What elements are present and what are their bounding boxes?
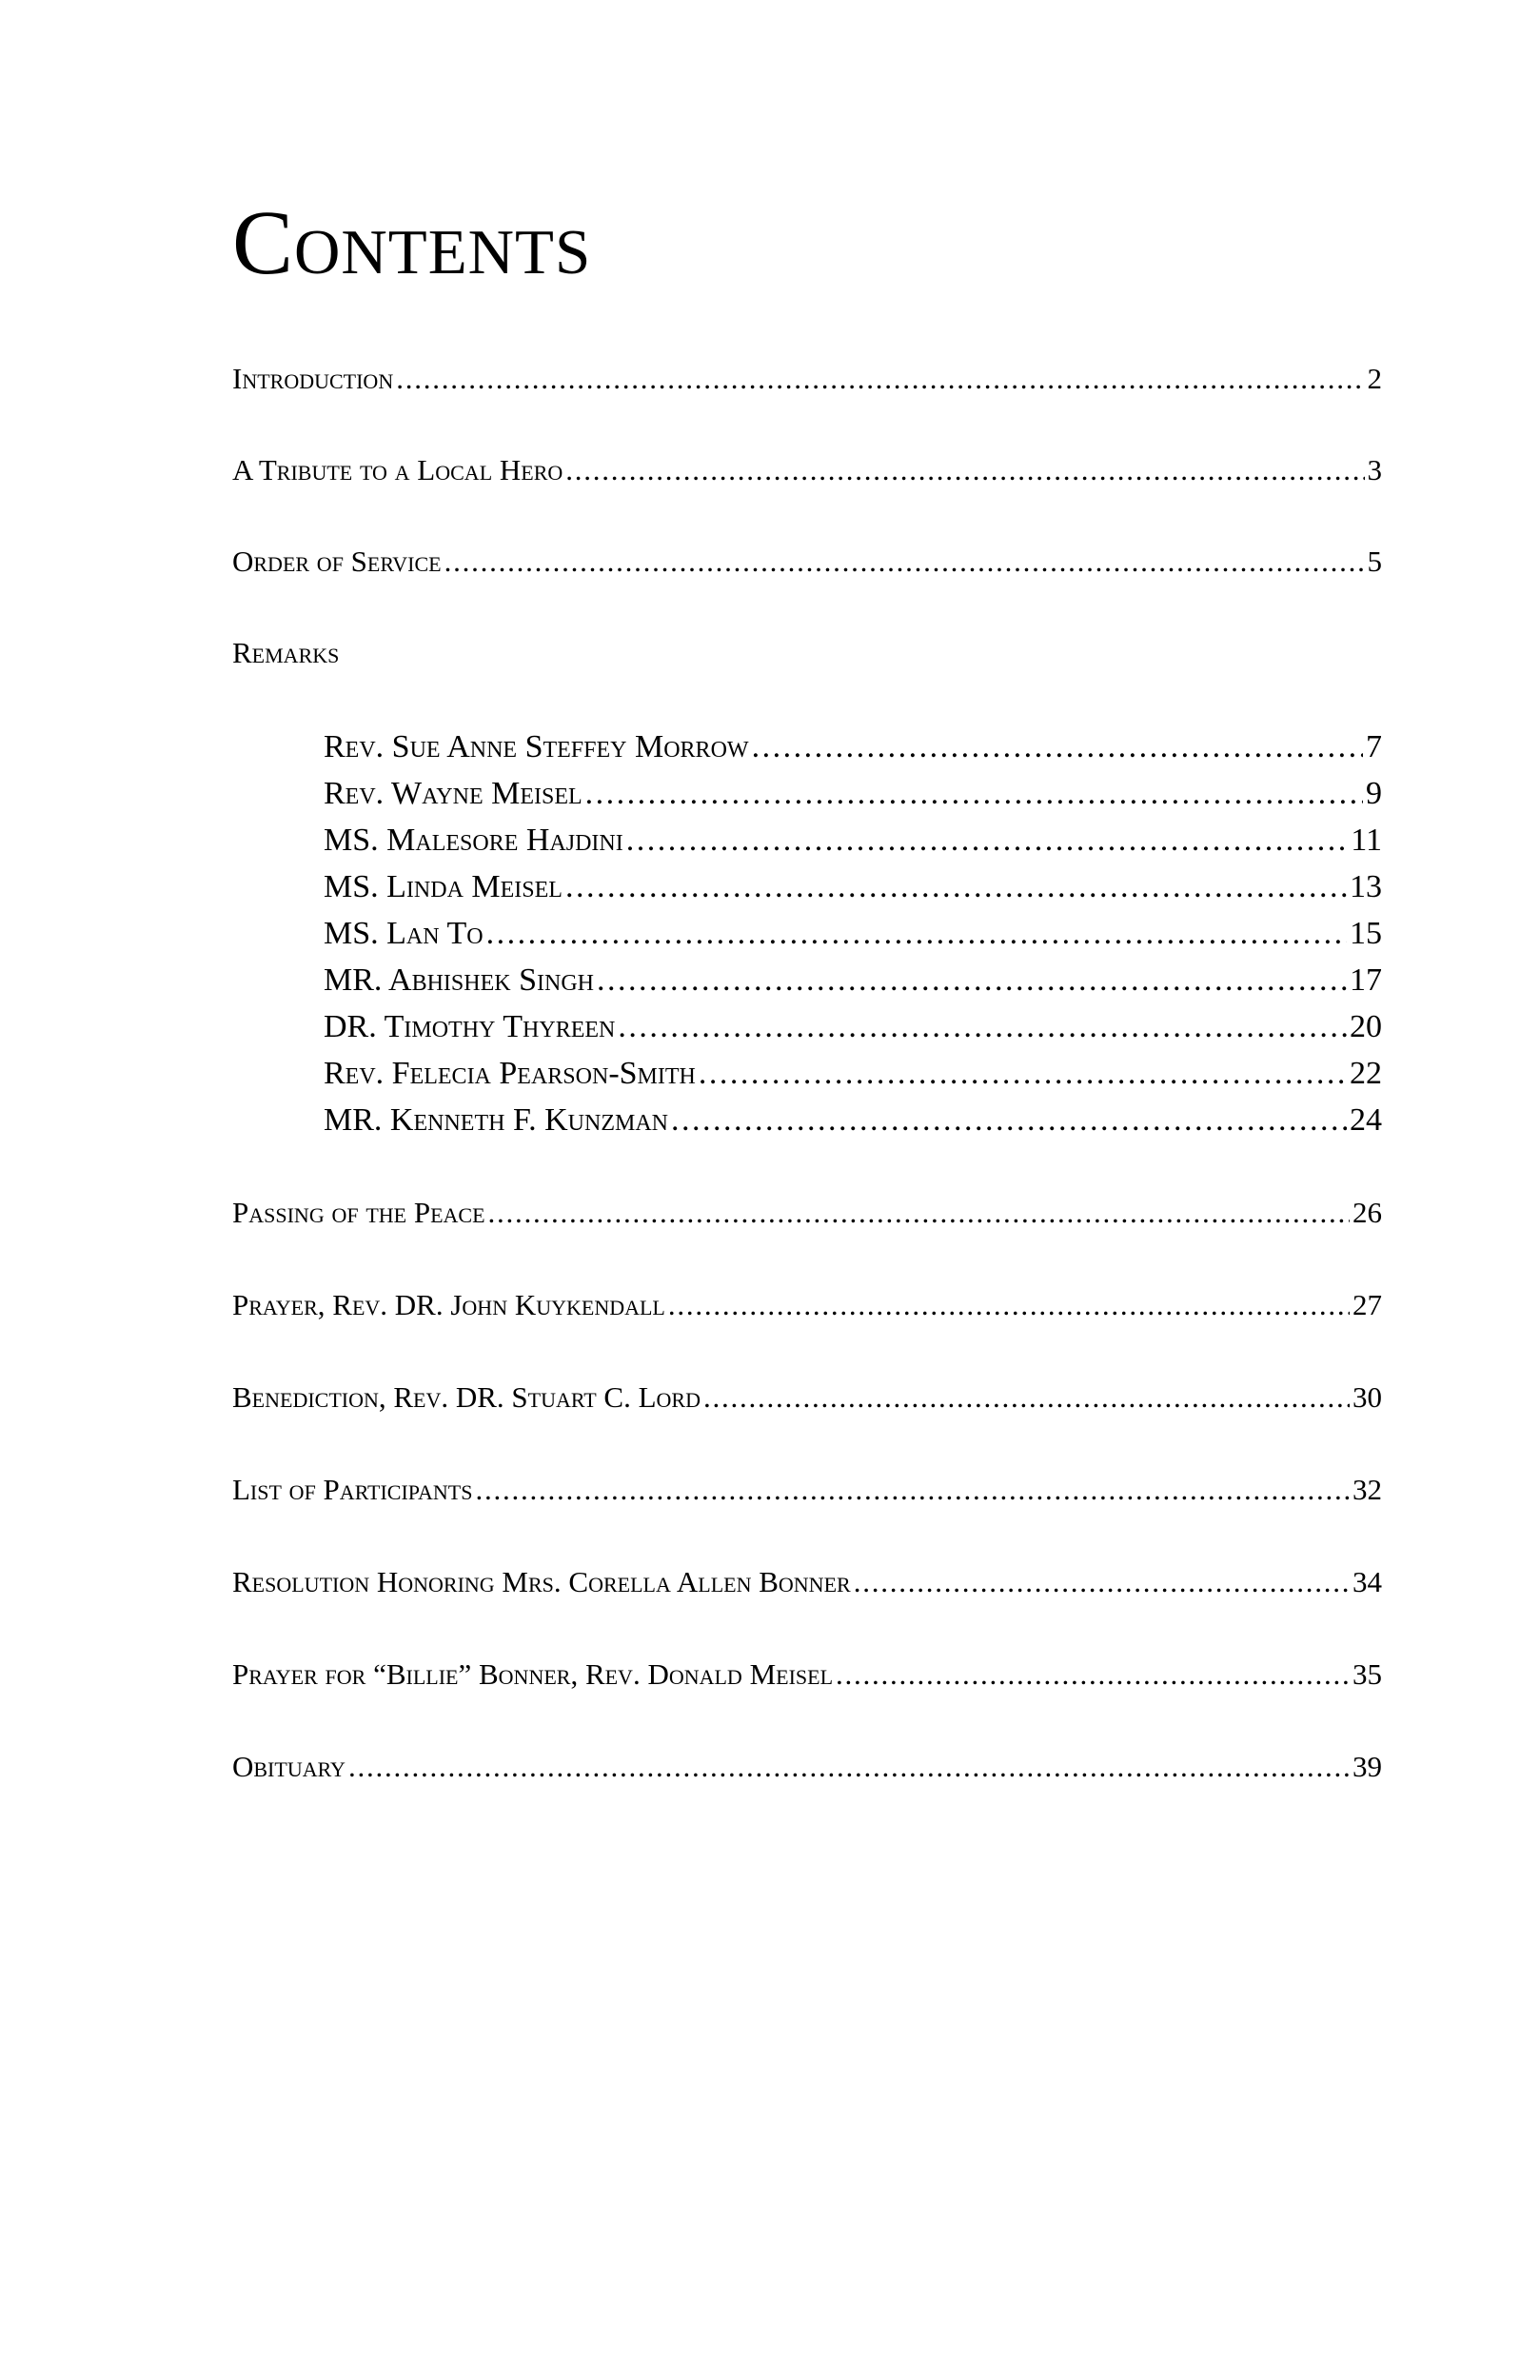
dot-leader [597, 962, 1347, 999]
dot-leader [444, 545, 1365, 579]
dot-leader [854, 1565, 1350, 1599]
toc-entry-benediction [232, 1380, 1382, 1422]
dot-leader [703, 1380, 1350, 1415]
toc-entry-label: DR. Timothy Thyreen [324, 1009, 616, 1044]
toc-entry-label: MS. Lan To [324, 916, 484, 951]
toc-entry-label: MS. Linda Meisel [324, 869, 563, 904]
page-title: Contents [232, 191, 592, 293]
toc-entry-page: 15 [1350, 916, 1382, 951]
toc-entry-page: 35 [1352, 1657, 1382, 1691]
toc-entry-page: 7 [1366, 729, 1382, 764]
toc-entry-label: Obituary [232, 1750, 346, 1783]
toc-section-remarks [232, 636, 1382, 678]
toc-entry-label: Resolution Honoring Mrs. Corella Allen Bonner [232, 1565, 851, 1598]
toc-entry-page: 3 [1367, 453, 1382, 486]
toc-entry-passing-of-the-peace [232, 1196, 1382, 1238]
dot-leader [626, 823, 1349, 859]
toc-entry-label: Rev. Wayne Meisel [324, 776, 582, 811]
toc-subentry [324, 869, 1382, 911]
dot-leader [752, 729, 1363, 765]
dot-leader [585, 776, 1363, 812]
toc-entry-label: MS. Malesore Hajdini [324, 823, 623, 858]
toc-entry-obituary [232, 1750, 1382, 1792]
toc-subentry [324, 1009, 1382, 1051]
toc-subentry [324, 1102, 1382, 1144]
toc-entry-label: List of Participants [232, 1473, 473, 1506]
toc-entry-list-of-participants [232, 1473, 1382, 1515]
toc-entry-page: 13 [1350, 869, 1382, 904]
toc-entry-order-of-service [232, 545, 1382, 586]
dot-leader [488, 1196, 1350, 1230]
toc-entry-label: Introduction [232, 362, 394, 395]
toc-entry-page: 27 [1352, 1288, 1382, 1321]
toc-entry-label: Benediction, Rev. DR. Stuart C. Lord [232, 1380, 701, 1414]
toc-entry-page: 32 [1352, 1473, 1382, 1506]
toc-entry-label: A Tribute to a Local Hero [232, 453, 563, 486]
toc-entry-label: Rev. Felecia Pearson-Smith [324, 1056, 696, 1091]
dot-leader [671, 1102, 1347, 1139]
dot-leader [348, 1750, 1350, 1784]
toc-entry-page: 30 [1352, 1380, 1382, 1414]
toc-subentry [324, 1056, 1382, 1098]
toc-entry-label: Prayer for “Billie” Bonner, Rev. Donald Meisel [232, 1657, 834, 1691]
toc-entry-introduction [232, 362, 1382, 404]
toc-entry-prayer-for-billie-bonner [232, 1657, 1382, 1699]
toc-entry-page: 22 [1350, 1056, 1382, 1091]
toc-subentry [324, 823, 1382, 864]
toc-entry-tribute [232, 453, 1382, 495]
toc-entry-page: 39 [1352, 1750, 1382, 1783]
dot-leader [699, 1056, 1347, 1092]
toc-entry-page: 11 [1351, 823, 1382, 858]
toc-entry-page: 20 [1350, 1009, 1382, 1044]
toc-entry-label: MR. Kenneth F. Kunzman [324, 1102, 669, 1138]
toc-entry-label: Rev. Sue Anne Steffey Morrow [324, 729, 749, 764]
toc-subentry [324, 962, 1382, 1004]
toc-entry-label: Order of Service [232, 545, 442, 578]
toc-entry-page: 2 [1367, 362, 1382, 395]
toc-entry-page: 9 [1366, 776, 1382, 811]
toc-subentry [324, 729, 1382, 771]
toc-subentry [324, 916, 1382, 958]
dot-leader [618, 1009, 1347, 1045]
toc-entry-label: MR. Abhishek Singh [324, 962, 594, 998]
toc-subentry [324, 776, 1382, 818]
dot-leader [396, 362, 1364, 396]
toc-entry-label: Passing of the Peace [232, 1196, 485, 1229]
dot-leader [836, 1657, 1350, 1692]
toc-entry-page: 5 [1367, 545, 1382, 578]
dot-leader [565, 869, 1347, 905]
toc-entry-page: 26 [1352, 1196, 1382, 1229]
toc-entry-page: 24 [1350, 1102, 1382, 1138]
dot-leader [565, 453, 1364, 487]
toc-entry-prayer [232, 1288, 1382, 1330]
toc-entry-resolution [232, 1565, 1382, 1607]
dot-leader [475, 1473, 1350, 1507]
dot-leader [668, 1288, 1350, 1322]
toc-entry-page: 34 [1352, 1565, 1382, 1598]
toc-section-label: Remarks [232, 636, 340, 669]
dot-leader [486, 916, 1347, 952]
toc-entry-page: 17 [1350, 962, 1382, 998]
toc-entry-label: Prayer, Rev. DR. John Kuykendall [232, 1288, 665, 1321]
